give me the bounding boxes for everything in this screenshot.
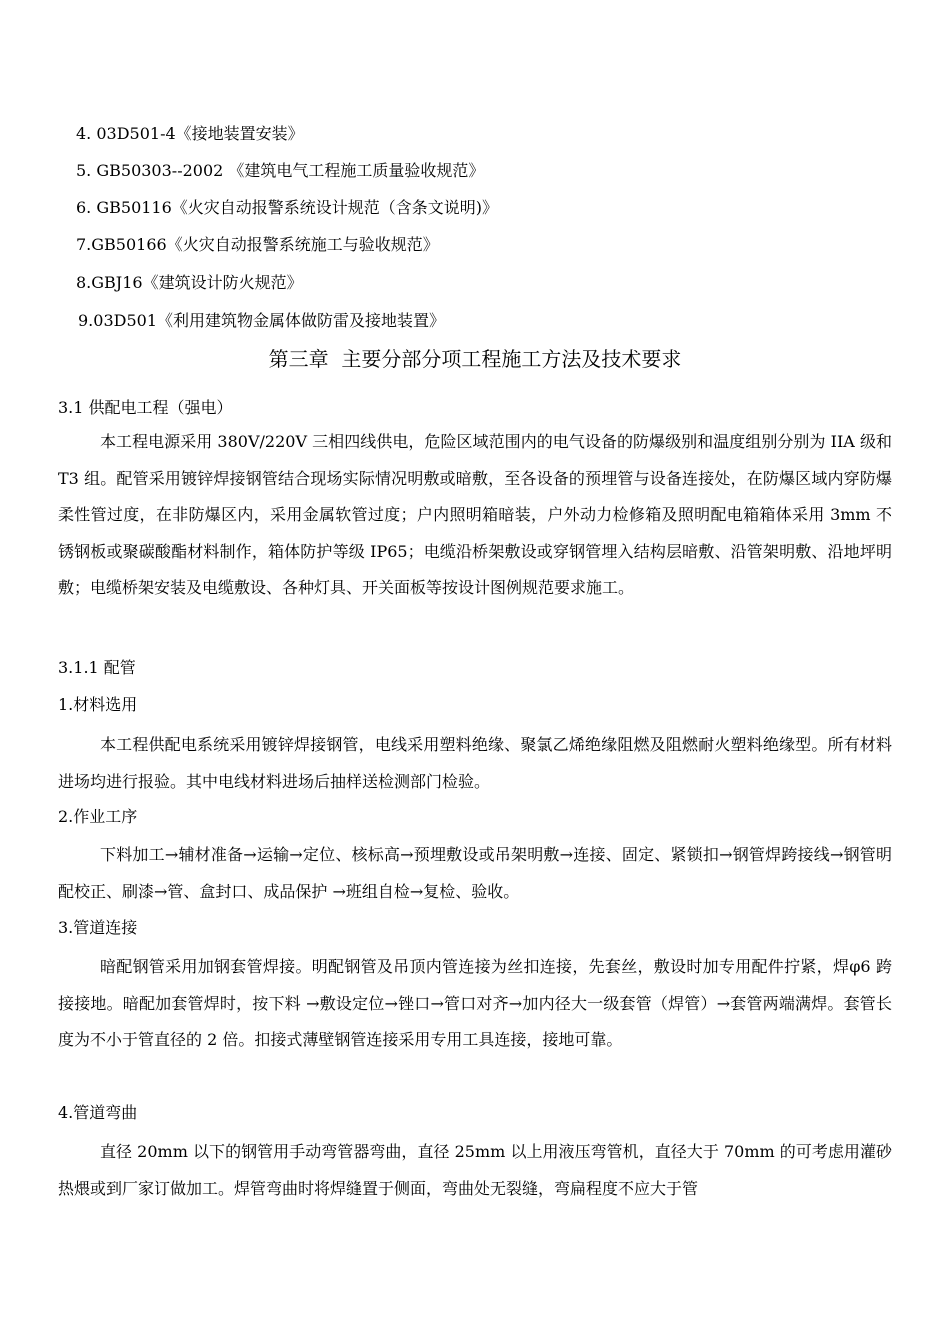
reference-item: 4. 03D501-4《接地装置安装》 [76, 124, 304, 143]
section-heading: 3.1 供配电工程（强电） [58, 398, 233, 417]
reference-item: 5. GB50303--2002 《建筑电气工程施工质量验收规范》 [76, 161, 485, 180]
reference-item: 8.GBJ16《建筑设计防火规范》 [76, 273, 303, 292]
reference-item: 9.03D501《利用建筑物金属体做防雷及接地装置》 [78, 311, 445, 330]
subsection-heading: 3.1.1 配管 [58, 658, 136, 677]
item-paragraph: 本工程供配电系统采用镀锌焊接钢管，电线采用塑料绝缘、聚氯乙烯绝缘阻燃及阻燃耐火塑料绝缘型。所有材料进场均进行报验。其中电线材料进场后抽样送检测部门检验。 [58, 735, 892, 791]
item-heading: 4.管道弯曲 [58, 1103, 138, 1122]
item-heading: 3.管道连接 [58, 918, 138, 937]
item-heading: 1.材料选用 [58, 695, 138, 714]
item-paragraph: 暗配钢管采用加钢套管焊接。明配钢管及吊顶内管连接为丝扣连接，先套丝，敷设时加专用配件拧紧，焊φ6 跨接接地。暗配加套管焊时，按下料 →敷设定位→锉口→管口对齐→加内径大一级套管（焊管）→套管两端满焊。套管长度为不小于管直径的 2 倍。扣接式薄壁钢管连接采用专用工具连接，接地可靠。 [58, 957, 892, 1049]
reference-item: 6. GB50116《火灾自动报警系统设计规范（含条文说明)》 [76, 198, 499, 217]
reference-item: 7.GB50166《火灾自动报警系统施工与验收规范》 [76, 235, 439, 254]
chapter-title: 第三章 主要分部分项工程施工方法及技术要求 [268, 347, 682, 371]
item-paragraph: 直径 20mm 以下的钢管用手动弯管器弯曲，直径 25mm 以上用液压弯管机，直径大于 70mm 的可考虑用灌砂热煨或到厂家订做加工。焊管弯曲时将焊缝置于侧面，弯曲处无裂缝，弯扁程度不应大于管 [58, 1142, 892, 1198]
item-heading: 2.作业工序 [58, 807, 138, 826]
item-paragraph: 下料加工→辅材准备→运输→定位、核标高→预埋敷设或吊架明敷→连接、固定、紧锁扣→钢管焊跨接线→钢管明配校正、刷漆→管、盒封口、成品保护 →班组自检→复检、验收。 [58, 845, 892, 901]
section-paragraph: 本工程电源采用 380V/220V 三相四线供电，危险区域范围内的电气设备的防爆级别和温度组别分别为 IIA 级和 T3 组。配管采用镀锌焊接钢管结合现场实际情况明敷或暗敷，至各设备的预埋管与设备连接处，在防爆区域内穿防爆柔性管过度，在非防爆区内，采用金属软管过度；户内照明箱暗装，户外动力检修箱及照明配电箱箱体采用 3mm 不锈钢板或聚碳酸酯材料制作，箱体防护等级 IP65；电缆沿桥架敷设或穿钢管埋入结构层暗敷、沿管架明敷、沿地坪明敷；电缆桥架安装及电缆敷设、各种灯具、开关面板等按设计图例规范要求施工。 [58, 432, 892, 597]
